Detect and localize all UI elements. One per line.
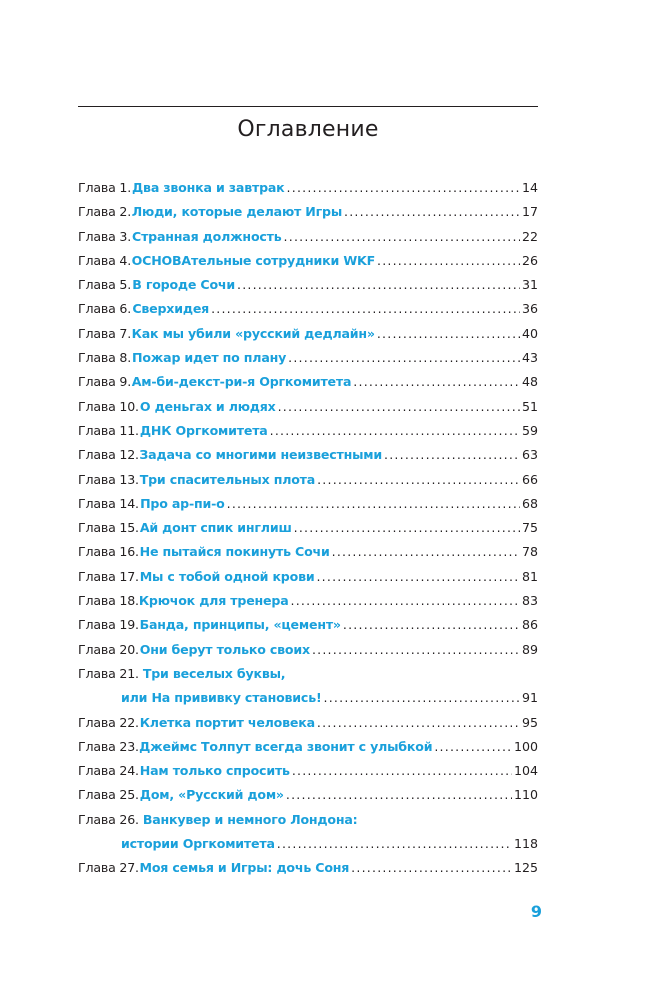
toc-entry[interactable] [78, 395, 538, 419]
chapter-title[interactable]: ОСНОВАтельные сотрудники WKF [131, 252, 375, 268]
dot-leader [227, 492, 520, 516]
dot-leader [211, 297, 520, 321]
chapter-title[interactable]: Джеймс Толпут всегда звонит с улыбкой [139, 738, 433, 754]
toc-entry[interactable] [78, 443, 538, 467]
chapter-page: 26 [521, 252, 538, 268]
chapter-prefix: Глава 27. [78, 860, 139, 876]
dot-leader [434, 735, 512, 759]
chapter-title[interactable]: Про ар-пи-о [140, 495, 225, 511]
chapter-prefix: Глава 20. [78, 641, 139, 657]
toc-entry[interactable] [78, 273, 538, 297]
toc-entry[interactable] [78, 176, 538, 200]
chapter-page: 118 [513, 836, 538, 852]
toc-entry[interactable] [78, 759, 538, 783]
chapter-title[interactable]: Как мы убили «русский дедлайн» [131, 325, 375, 341]
toc-entry[interactable] [78, 783, 538, 807]
dot-leader [286, 783, 512, 807]
chapter-prefix: Глава 13. [78, 471, 139, 487]
toc-entry[interactable] [78, 225, 538, 249]
chapter-prefix: Глава 8. [78, 350, 132, 366]
chapter-title[interactable]: Клетка портит человека [139, 714, 315, 730]
chapter-title[interactable]: Банда, принципы, «цемент» [139, 617, 341, 633]
chapter-page: 75 [521, 520, 538, 536]
chapter-title[interactable]: Люди, которые делают Игры [131, 204, 343, 220]
toc-entry[interactable] [78, 419, 538, 443]
dot-leader [344, 200, 520, 224]
toc-entry[interactable] [78, 346, 538, 370]
chapter-page: 51 [521, 398, 538, 414]
chapter-page: 95 [521, 714, 538, 730]
chapter-page: 63 [521, 447, 538, 463]
toc-entry[interactable] [78, 589, 538, 613]
chapter-title[interactable]: Задача со многими неизвестными [139, 447, 382, 463]
chapter-prefix: Глава 26. [78, 811, 139, 827]
chapter-prefix: Глава 24. [78, 763, 139, 779]
chapter-page: 110 [513, 787, 538, 803]
chapter-page: 100 [513, 738, 538, 754]
chapter-prefix: Глава 19. [78, 617, 139, 633]
dot-leader [384, 443, 520, 467]
chapter-prefix: Глава 12. [78, 447, 139, 463]
chapter-title[interactable]: Не пытайся покинуть Сочи [139, 544, 330, 560]
chapter-title[interactable]: Пожар идет по плану [132, 350, 287, 366]
chapter-prefix: Глава 5. [78, 277, 132, 293]
chapter-prefix: Глава 11. [78, 422, 139, 438]
chapter-title[interactable]: Ам-би-декст-ри-я Оргкомитета [131, 374, 352, 390]
toc-entry-multiline[interactable] [78, 808, 538, 857]
chapter-page: 59 [521, 422, 538, 438]
dot-leader [287, 176, 520, 200]
dot-leader [332, 540, 520, 564]
chapter-prefix: Глава 16. [78, 544, 139, 560]
chapter-title-line-1[interactable]: Ванкувер и немного Лондона: [142, 811, 358, 827]
chapter-prefix: Глава 1. [78, 180, 132, 195]
dot-leader [284, 225, 520, 249]
page-title: Оглавление [237, 117, 379, 142]
chapter-title-line-1[interactable]: Три веселых буквы, [142, 665, 286, 681]
toc-entry[interactable] [78, 638, 538, 662]
chapter-page: 91 [521, 690, 538, 706]
chapter-page: 40 [521, 325, 538, 341]
dot-leader [317, 711, 520, 735]
dot-leader [317, 468, 520, 492]
chapter-page: 43 [521, 350, 538, 366]
chapter-page: 83 [521, 593, 538, 609]
dot-leader [292, 759, 512, 783]
chapter-page: 66 [521, 471, 538, 487]
chapter-prefix: Глава 15. [78, 520, 139, 536]
chapter-title[interactable]: Мы с тобой одной крови [139, 568, 315, 584]
chapter-page: 78 [521, 544, 538, 560]
chapter-title[interactable]: Странная должность [132, 228, 282, 244]
toc-entry[interactable] [78, 370, 538, 394]
chapter-prefix: Глава 10. [78, 398, 139, 414]
chapter-prefix: Глава 14. [78, 495, 139, 511]
chapter-page: 48 [521, 374, 538, 390]
dot-leader [351, 856, 512, 880]
toc-entry[interactable] [78, 468, 538, 492]
chapter-page: 68 [521, 495, 538, 511]
toc-entry[interactable] [78, 200, 538, 224]
chapter-page: 89 [521, 641, 538, 657]
chapter-title[interactable]: Крючок для тренера [138, 593, 289, 609]
dot-leader [377, 249, 520, 273]
chapter-prefix: Глава 21. [78, 665, 139, 681]
chapter-title[interactable]: Дом, «Русский дом» [139, 787, 284, 803]
chapter-title[interactable]: В городе Сочи [132, 277, 235, 293]
toc-entry[interactable] [78, 516, 538, 540]
chapter-prefix: Глава 17. [78, 568, 139, 584]
chapter-title[interactable]: Нам только спросить [139, 763, 290, 779]
dot-leader [278, 395, 520, 419]
chapter-prefix: Глава 7. [78, 325, 132, 341]
dot-leader [324, 686, 520, 710]
toc-entry[interactable] [78, 711, 538, 735]
chapter-title[interactable]: Моя семья и Игры: дочь Соня [139, 860, 350, 876]
chapter-page: 86 [521, 617, 538, 633]
chapter-page: 104 [513, 763, 538, 779]
chapter-title-line-2[interactable]: или На прививку становись! [121, 690, 322, 706]
top-rule [78, 106, 538, 107]
toc-entry[interactable] [78, 249, 538, 273]
chapter-page: 17 [521, 204, 538, 220]
dot-leader [277, 832, 512, 856]
chapter-page: 22 [521, 228, 538, 244]
chapter-page: 125 [513, 860, 538, 876]
dot-leader [312, 638, 520, 662]
toc-entry[interactable] [78, 613, 538, 637]
chapter-page: 81 [521, 568, 538, 584]
dot-leader [291, 589, 520, 613]
page-number: 9 [530, 902, 542, 921]
toc-entry[interactable] [78, 735, 538, 759]
chapter-prefix: Глава 18. [78, 593, 139, 609]
chapter-prefix: Глава 22. [78, 714, 139, 730]
dot-leader [377, 322, 520, 346]
toc-entry[interactable] [78, 297, 538, 321]
chapter-prefix: Глава 6. [78, 301, 132, 317]
toc-entry[interactable] [78, 856, 538, 880]
toc-entry[interactable] [78, 540, 538, 564]
dot-leader [294, 516, 520, 540]
dot-leader [353, 370, 520, 394]
chapter-title[interactable]: Они берут только своих [139, 641, 310, 657]
toc-entry[interactable] [78, 322, 538, 346]
chapter-prefix: Глава 23. [78, 738, 139, 754]
dot-leader [270, 419, 520, 443]
chapter-page: 14 [521, 180, 538, 195]
chapter-title[interactable]: Три спасительных плота [139, 471, 316, 487]
chapter-title[interactable]: О деньгах и людях [139, 398, 276, 414]
toc-entry[interactable] [78, 565, 538, 589]
dot-leader [288, 346, 520, 370]
dot-leader [343, 613, 520, 637]
chapter-prefix: Глава 2. [78, 204, 132, 220]
chapter-title[interactable]: Два звонка и завтрак [132, 180, 285, 195]
toc-entry-multiline[interactable] [78, 662, 538, 711]
dot-leader [237, 273, 520, 297]
chapter-title-line-2[interactable]: истории Оргкомитета [121, 836, 275, 852]
chapter-page: 31 [521, 277, 538, 293]
toc-entry[interactable] [78, 492, 538, 516]
chapter-prefix: Глава 25. [78, 787, 139, 803]
chapter-title[interactable]: Ай донт спик инглиш [139, 520, 292, 536]
chapter-page: 36 [521, 301, 538, 317]
table-of-contents [78, 176, 538, 881]
chapter-prefix: Глава 4. [78, 252, 132, 268]
chapter-title[interactable]: Сверхидея [132, 301, 210, 317]
chapter-prefix: Глава 9. [78, 374, 132, 390]
dot-leader [316, 565, 520, 589]
chapter-prefix: Глава 3. [78, 228, 132, 244]
chapter-title[interactable]: ДНК Оргкомитета [139, 422, 268, 438]
